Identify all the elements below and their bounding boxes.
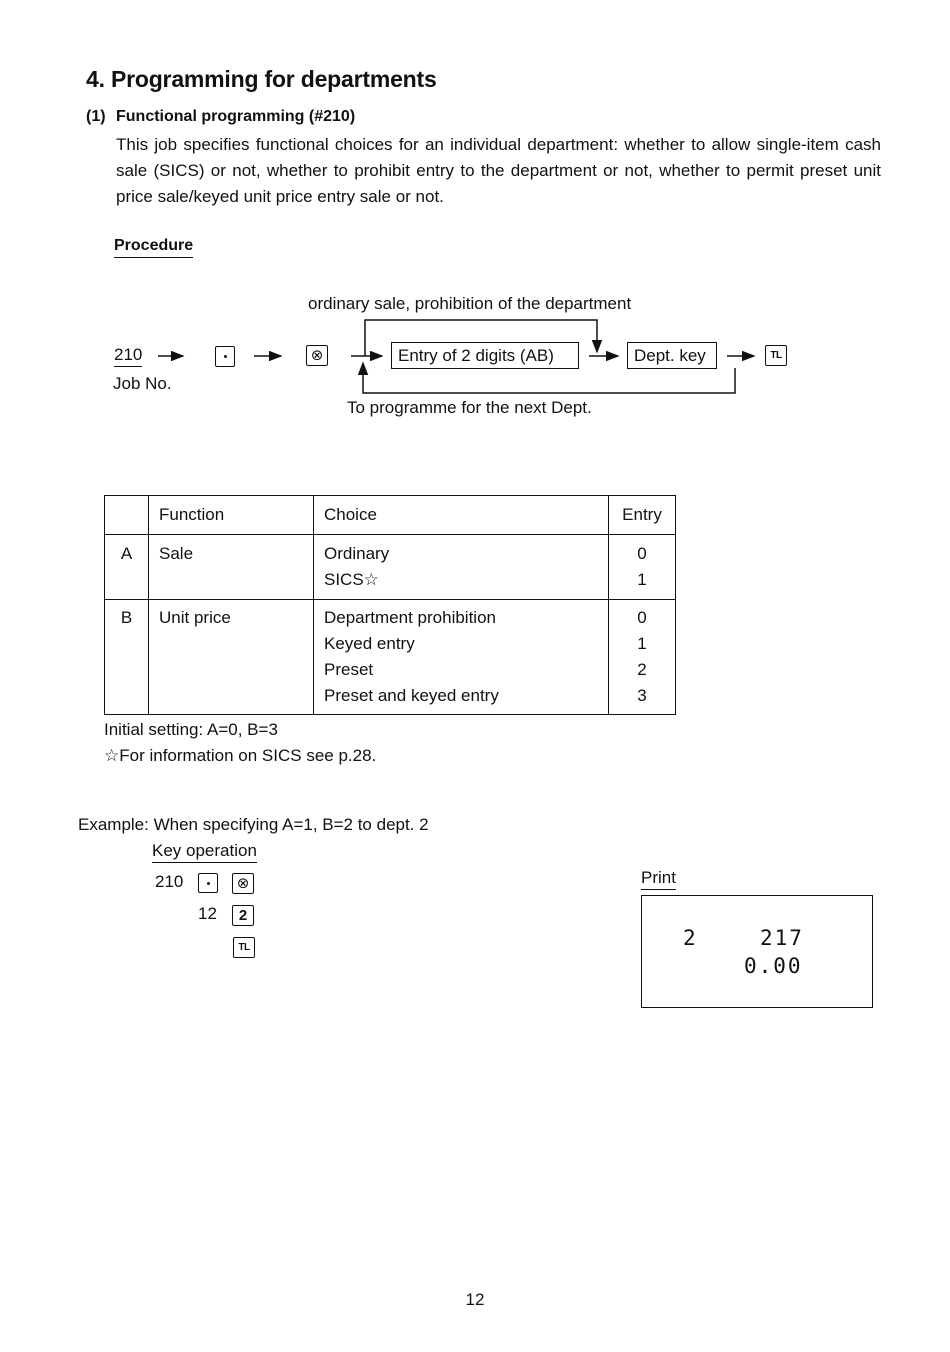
example-description: Example: When specifying A=1, B=2 to dept. 2: [78, 815, 429, 834]
print-dept-number: 2: [683, 926, 696, 950]
job-number-label: Job No.: [113, 374, 172, 393]
dept-key-box: Dept. key: [627, 342, 717, 369]
total-key-icon: TL: [233, 937, 255, 958]
procedure-loop-note: To programme for the next Dept.: [347, 398, 592, 417]
table-row: [105, 535, 676, 600]
print-label: Print: [641, 868, 676, 890]
table-row: [105, 600, 676, 715]
decimal-point-key-icon: [198, 873, 218, 893]
intro-paragraph: This job specifies functional choices for an individual department: whether to allow single-item cash sale (SICS) or not, whether to prohibit entry to the department or not, whether to permit preset unit price sale/keyed unit price entry sale or not.: [116, 135, 881, 206]
print-code: 217: [760, 926, 804, 950]
choice-item: Preset and keyed entry: [324, 686, 499, 705]
entry-value: 1: [637, 570, 647, 589]
key-operation-label: Key operation: [152, 841, 257, 863]
example-entry-digits: 12: [198, 904, 217, 923]
section-title: 4. Programming for departments: [86, 66, 437, 92]
choice-item: Preset: [324, 660, 374, 679]
subsection-title: Functional programming (#210): [116, 108, 356, 125]
sics-footnote: ☆For information on SICS see p.28.: [104, 746, 377, 765]
multiply-key-icon: ⊗: [232, 873, 254, 894]
total-key-icon: TL: [765, 345, 787, 366]
table-header-choice: Choice: [314, 496, 609, 535]
entry-value: 2: [637, 660, 647, 679]
print-amount: 0.00: [744, 954, 803, 978]
table-header-function: Function: [149, 496, 314, 535]
entry-value: 0: [637, 544, 647, 563]
choice-item: Keyed entry: [324, 634, 415, 653]
row-function: Sale: [159, 544, 194, 563]
choice-item: SICS☆: [324, 570, 379, 589]
entry-value: 1: [637, 634, 647, 653]
job-number: 210: [114, 345, 142, 367]
choice-item: Ordinary: [324, 544, 390, 563]
table-header-entry: Entry: [609, 496, 676, 535]
bypass-bracket: [365, 320, 597, 356]
loop-bracket: [363, 363, 735, 393]
row-letter: B: [120, 608, 133, 627]
multiply-key-icon: ⊗: [306, 345, 328, 366]
row-function: Unit price: [159, 608, 231, 627]
function-choice-table: [104, 495, 676, 715]
table-header-letter: [105, 496, 149, 535]
choice-item: Department prohibition: [324, 608, 496, 627]
print-receipt-box: [641, 895, 873, 1008]
procedure-top-note: ordinary sale, prohibition of the department: [308, 294, 632, 313]
row-letter: A: [120, 544, 133, 563]
dept-2-key-icon: 2: [232, 905, 254, 926]
initial-setting: Initial setting: A=0, B=3: [104, 720, 278, 739]
entry-value: 0: [637, 608, 647, 627]
entry-value: 3: [637, 686, 647, 705]
example-job-number: 210: [155, 872, 184, 891]
page-number: 12: [465, 1290, 485, 1309]
table-header-row: [105, 496, 676, 535]
subsection-number: (1): [86, 108, 106, 125]
procedure-label: Procedure: [114, 237, 193, 258]
entry-digits-box: Entry of 2 digits (AB): [391, 342, 579, 369]
